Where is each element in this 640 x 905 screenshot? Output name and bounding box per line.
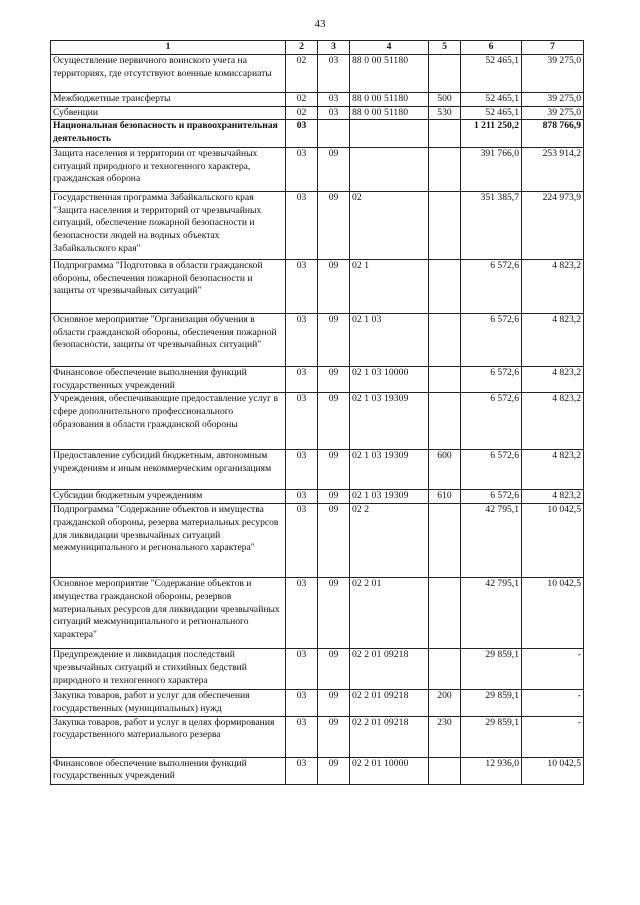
table-row — [51, 757, 584, 784]
target-article-code: 88 0 00 51180 — [350, 55, 429, 93]
row-name: Учреждения, обеспечивающие предоставление услуг в сфере дополнительного профессионального образования в области гражданской обороны — [51, 393, 286, 450]
table-row — [51, 578, 584, 649]
subsection-code: 09 — [318, 314, 350, 367]
row-name: Финансовое обеспечение выполнения функций государственных учреждений — [51, 757, 286, 784]
subsection-code: 03 — [318, 55, 350, 93]
subsection-code: 09 — [318, 192, 350, 260]
subsection-code — [318, 120, 350, 148]
subsection-code: 03 — [318, 93, 350, 107]
column-header: 2 — [286, 41, 318, 55]
subsection-code: 09 — [318, 504, 350, 578]
expense-type-code — [429, 649, 461, 690]
table-row — [51, 260, 584, 314]
subsection-code: 09 — [318, 757, 350, 784]
column-header: 3 — [318, 41, 350, 55]
row-name: Подпрограмма "Содержание объектов и имущества гражданской обороны, резерва материальных ресурсов для ликвидации чрезвычайных ситуаций межмуниципального и регионального характера" — [51, 504, 286, 578]
amount-actual: 10 042,5 — [522, 578, 584, 649]
amount-actual: 4 823,2 — [522, 490, 584, 504]
amount-plan: 12 936,0 — [461, 757, 522, 784]
row-name: Основное мероприятие "Организация обучения в области гражданской обороны, обеспечения пожарной безопасности, защиты от чрезвычайных ситуаций" — [51, 314, 286, 367]
target-article-code: 02 2 01 09218 — [350, 690, 429, 716]
amount-actual: 4 823,2 — [522, 260, 584, 314]
row-name: Основное мероприятие "Содержание объектов и имущества гражданской обороны, резервов материальных ресурсов для ликвидации чрезвычайных ситуаций межмуниципального и регионального характера" — [51, 578, 286, 649]
amount-actual: 224 973,9 — [522, 192, 584, 260]
amount-actual: 4 823,2 — [522, 367, 584, 393]
amount-plan: 6 572,6 — [461, 450, 522, 490]
subsection-code: 09 — [318, 260, 350, 314]
table-row — [51, 450, 584, 490]
amount-actual: 39 275,0 — [522, 106, 584, 120]
row-name: Предупреждение и ликвидация последствий чрезвычайных ситуаций и стихийных бедствий природного и техногенного характера — [51, 649, 286, 690]
amount-plan: 42 795,1 — [461, 578, 522, 649]
row-name: Государственная программа Забайкальского края "Защита населения и территорий от чрезвычайных ситуаций, обеспечение пожарной безопасности и безопасности людей на водных объектах Забайкальского края" — [51, 192, 286, 260]
row-name: Межбюджетные трансферты — [51, 93, 286, 107]
amount-plan: 42 795,1 — [461, 504, 522, 578]
subsection-code: 09 — [318, 490, 350, 504]
expense-type-code: 530 — [429, 106, 461, 120]
target-article-code: 02 1 03 19309 — [350, 490, 429, 504]
column-header: 7 — [522, 41, 584, 55]
section-code: 02 — [286, 55, 318, 93]
table-row — [51, 504, 584, 578]
table-row — [51, 367, 584, 393]
column-header: 4 — [350, 41, 429, 55]
budget-table — [50, 40, 584, 785]
target-article-code: 02 1 03 10000 — [350, 367, 429, 393]
section-code: 03 — [286, 260, 318, 314]
amount-plan: 6 572,6 — [461, 314, 522, 367]
table-body — [51, 55, 584, 785]
amount-actual: 4 823,2 — [522, 393, 584, 450]
table-row — [51, 649, 584, 690]
amount-actual: 10 042,5 — [522, 504, 584, 578]
section-code: 02 — [286, 106, 318, 120]
target-article-code: 02 — [350, 192, 429, 260]
section-code: 03 — [286, 578, 318, 649]
subsection-code: 03 — [318, 106, 350, 120]
expense-type-code — [429, 260, 461, 314]
section-code: 03 — [286, 393, 318, 450]
amount-actual: 10 042,5 — [522, 757, 584, 784]
column-header: 5 — [429, 41, 461, 55]
expense-type-code — [429, 120, 461, 148]
row-name: Осуществление первичного воинского учета на территориях, где отсутствуют военные комиссариаты — [51, 55, 286, 93]
section-code: 03 — [286, 367, 318, 393]
subsection-code: 09 — [318, 393, 350, 450]
section-code: 03 — [286, 314, 318, 367]
section-code: 03 — [286, 148, 318, 192]
column-header: 1 — [51, 41, 286, 55]
table-row — [51, 314, 584, 367]
subsection-code: 09 — [318, 649, 350, 690]
amount-actual: 39 275,0 — [522, 55, 584, 93]
expense-type-code — [429, 367, 461, 393]
row-name: Закупка товаров, работ и услуг в целях формирования государственного материального резерва — [51, 716, 286, 757]
amount-plan: 6 572,6 — [461, 490, 522, 504]
amount-actual: - — [522, 716, 584, 757]
table-row — [51, 93, 584, 107]
row-name: Субвенции — [51, 106, 286, 120]
table-row — [51, 148, 584, 192]
expense-type-code — [429, 578, 461, 649]
target-article-code: 02 2 01 09218 — [350, 716, 429, 757]
target-article-code: 02 1 03 19309 — [350, 450, 429, 490]
table-row — [51, 192, 584, 260]
amount-plan: 29 859,1 — [461, 690, 522, 716]
amount-plan: 52 465,1 — [461, 55, 522, 93]
section-code: 03 — [286, 450, 318, 490]
subsection-code: 09 — [318, 578, 350, 649]
table-row — [51, 55, 584, 93]
section-code: 03 — [286, 690, 318, 716]
target-article-code: 02 1 03 19309 — [350, 393, 429, 450]
page-number: 43 — [314, 18, 326, 30]
expense-type-code: 200 — [429, 690, 461, 716]
amount-actual: - — [522, 690, 584, 716]
amount-actual: 4 823,2 — [522, 314, 584, 367]
target-article-code: 02 1 — [350, 260, 429, 314]
target-article-code: 02 2 — [350, 504, 429, 578]
target-article-code: 88 0 00 51180 — [350, 106, 429, 120]
amount-plan: 391 766,0 — [461, 148, 522, 192]
expense-type-code — [429, 192, 461, 260]
amount-actual: 39 275,0 — [522, 93, 584, 107]
amount-plan: 6 572,6 — [461, 393, 522, 450]
subsection-code: 09 — [318, 716, 350, 757]
expense-type-code — [429, 148, 461, 192]
amount-plan: 1 211 250,2 — [461, 120, 522, 148]
subsection-code: 09 — [318, 690, 350, 716]
amount-plan: 351 385,7 — [461, 192, 522, 260]
column-header: 6 — [461, 41, 522, 55]
row-name: Подпрограмма "Подготовка в области гражданской обороны, обеспечения пожарной безопасности и защиты от чрезвычайных ситуаций" — [51, 260, 286, 314]
target-article-code — [350, 120, 429, 148]
amount-actual: 878 766,9 — [522, 120, 584, 148]
expense-type-code — [429, 314, 461, 367]
amount-plan: 6 572,6 — [461, 260, 522, 314]
target-article-code: 02 2 01 09218 — [350, 649, 429, 690]
subsection-code: 09 — [318, 367, 350, 393]
expense-type-code: 230 — [429, 716, 461, 757]
row-name: Национальная безопасность и правоохранительная деятельность — [51, 120, 286, 148]
expense-type-code: 500 — [429, 93, 461, 107]
expense-type-code: 610 — [429, 490, 461, 504]
table-row — [51, 690, 584, 716]
section-code: 03 — [286, 649, 318, 690]
expense-type-code — [429, 393, 461, 450]
expense-type-code — [429, 55, 461, 93]
table-row — [51, 716, 584, 757]
row-name: Предоставление субсидий бюджетным, автономным учреждениям и иным некоммерческим организациям — [51, 450, 286, 490]
row-name: Защита населения и территории от чрезвычайных ситуаций природного и техногенного характера, гражданская оборона — [51, 148, 286, 192]
table-row — [51, 120, 584, 148]
table-header-row — [51, 41, 584, 55]
expense-type-code: 600 — [429, 450, 461, 490]
expense-type-code — [429, 757, 461, 784]
table-row — [51, 106, 584, 120]
table-row — [51, 490, 584, 504]
section-code: 03 — [286, 192, 318, 260]
target-article-code: 02 2 01 10000 — [350, 757, 429, 784]
section-code: 03 — [286, 504, 318, 578]
amount-actual: 4 823,2 — [522, 450, 584, 490]
section-code: 02 — [286, 93, 318, 107]
section-code: 03 — [286, 716, 318, 757]
amount-actual: 253 914,2 — [522, 148, 584, 192]
target-article-code: 02 2 01 — [350, 578, 429, 649]
target-article-code: 02 1 03 — [350, 314, 429, 367]
row-name: Закупка товаров, работ и услуг для обеспечения государственных (муниципальных) нужд — [51, 690, 286, 716]
table-row — [51, 393, 584, 450]
amount-actual: - — [522, 649, 584, 690]
amount-plan: 52 465,1 — [461, 93, 522, 107]
expense-type-code — [429, 504, 461, 578]
amount-plan: 6 572,6 — [461, 367, 522, 393]
row-name: Финансовое обеспечение выполнения функций государственных учреждений — [51, 367, 286, 393]
subsection-code: 09 — [318, 148, 350, 192]
subsection-code: 09 — [318, 450, 350, 490]
target-article-code — [350, 148, 429, 192]
amount-plan: 52 465,1 — [461, 106, 522, 120]
amount-plan: 29 859,1 — [461, 649, 522, 690]
section-code: 03 — [286, 757, 318, 784]
section-code: 03 — [286, 120, 318, 148]
target-article-code: 88 0 00 51180 — [350, 93, 429, 107]
amount-plan: 29 859,1 — [461, 716, 522, 757]
section-code: 03 — [286, 490, 318, 504]
row-name: Субсидии бюджетным учреждениям — [51, 490, 286, 504]
